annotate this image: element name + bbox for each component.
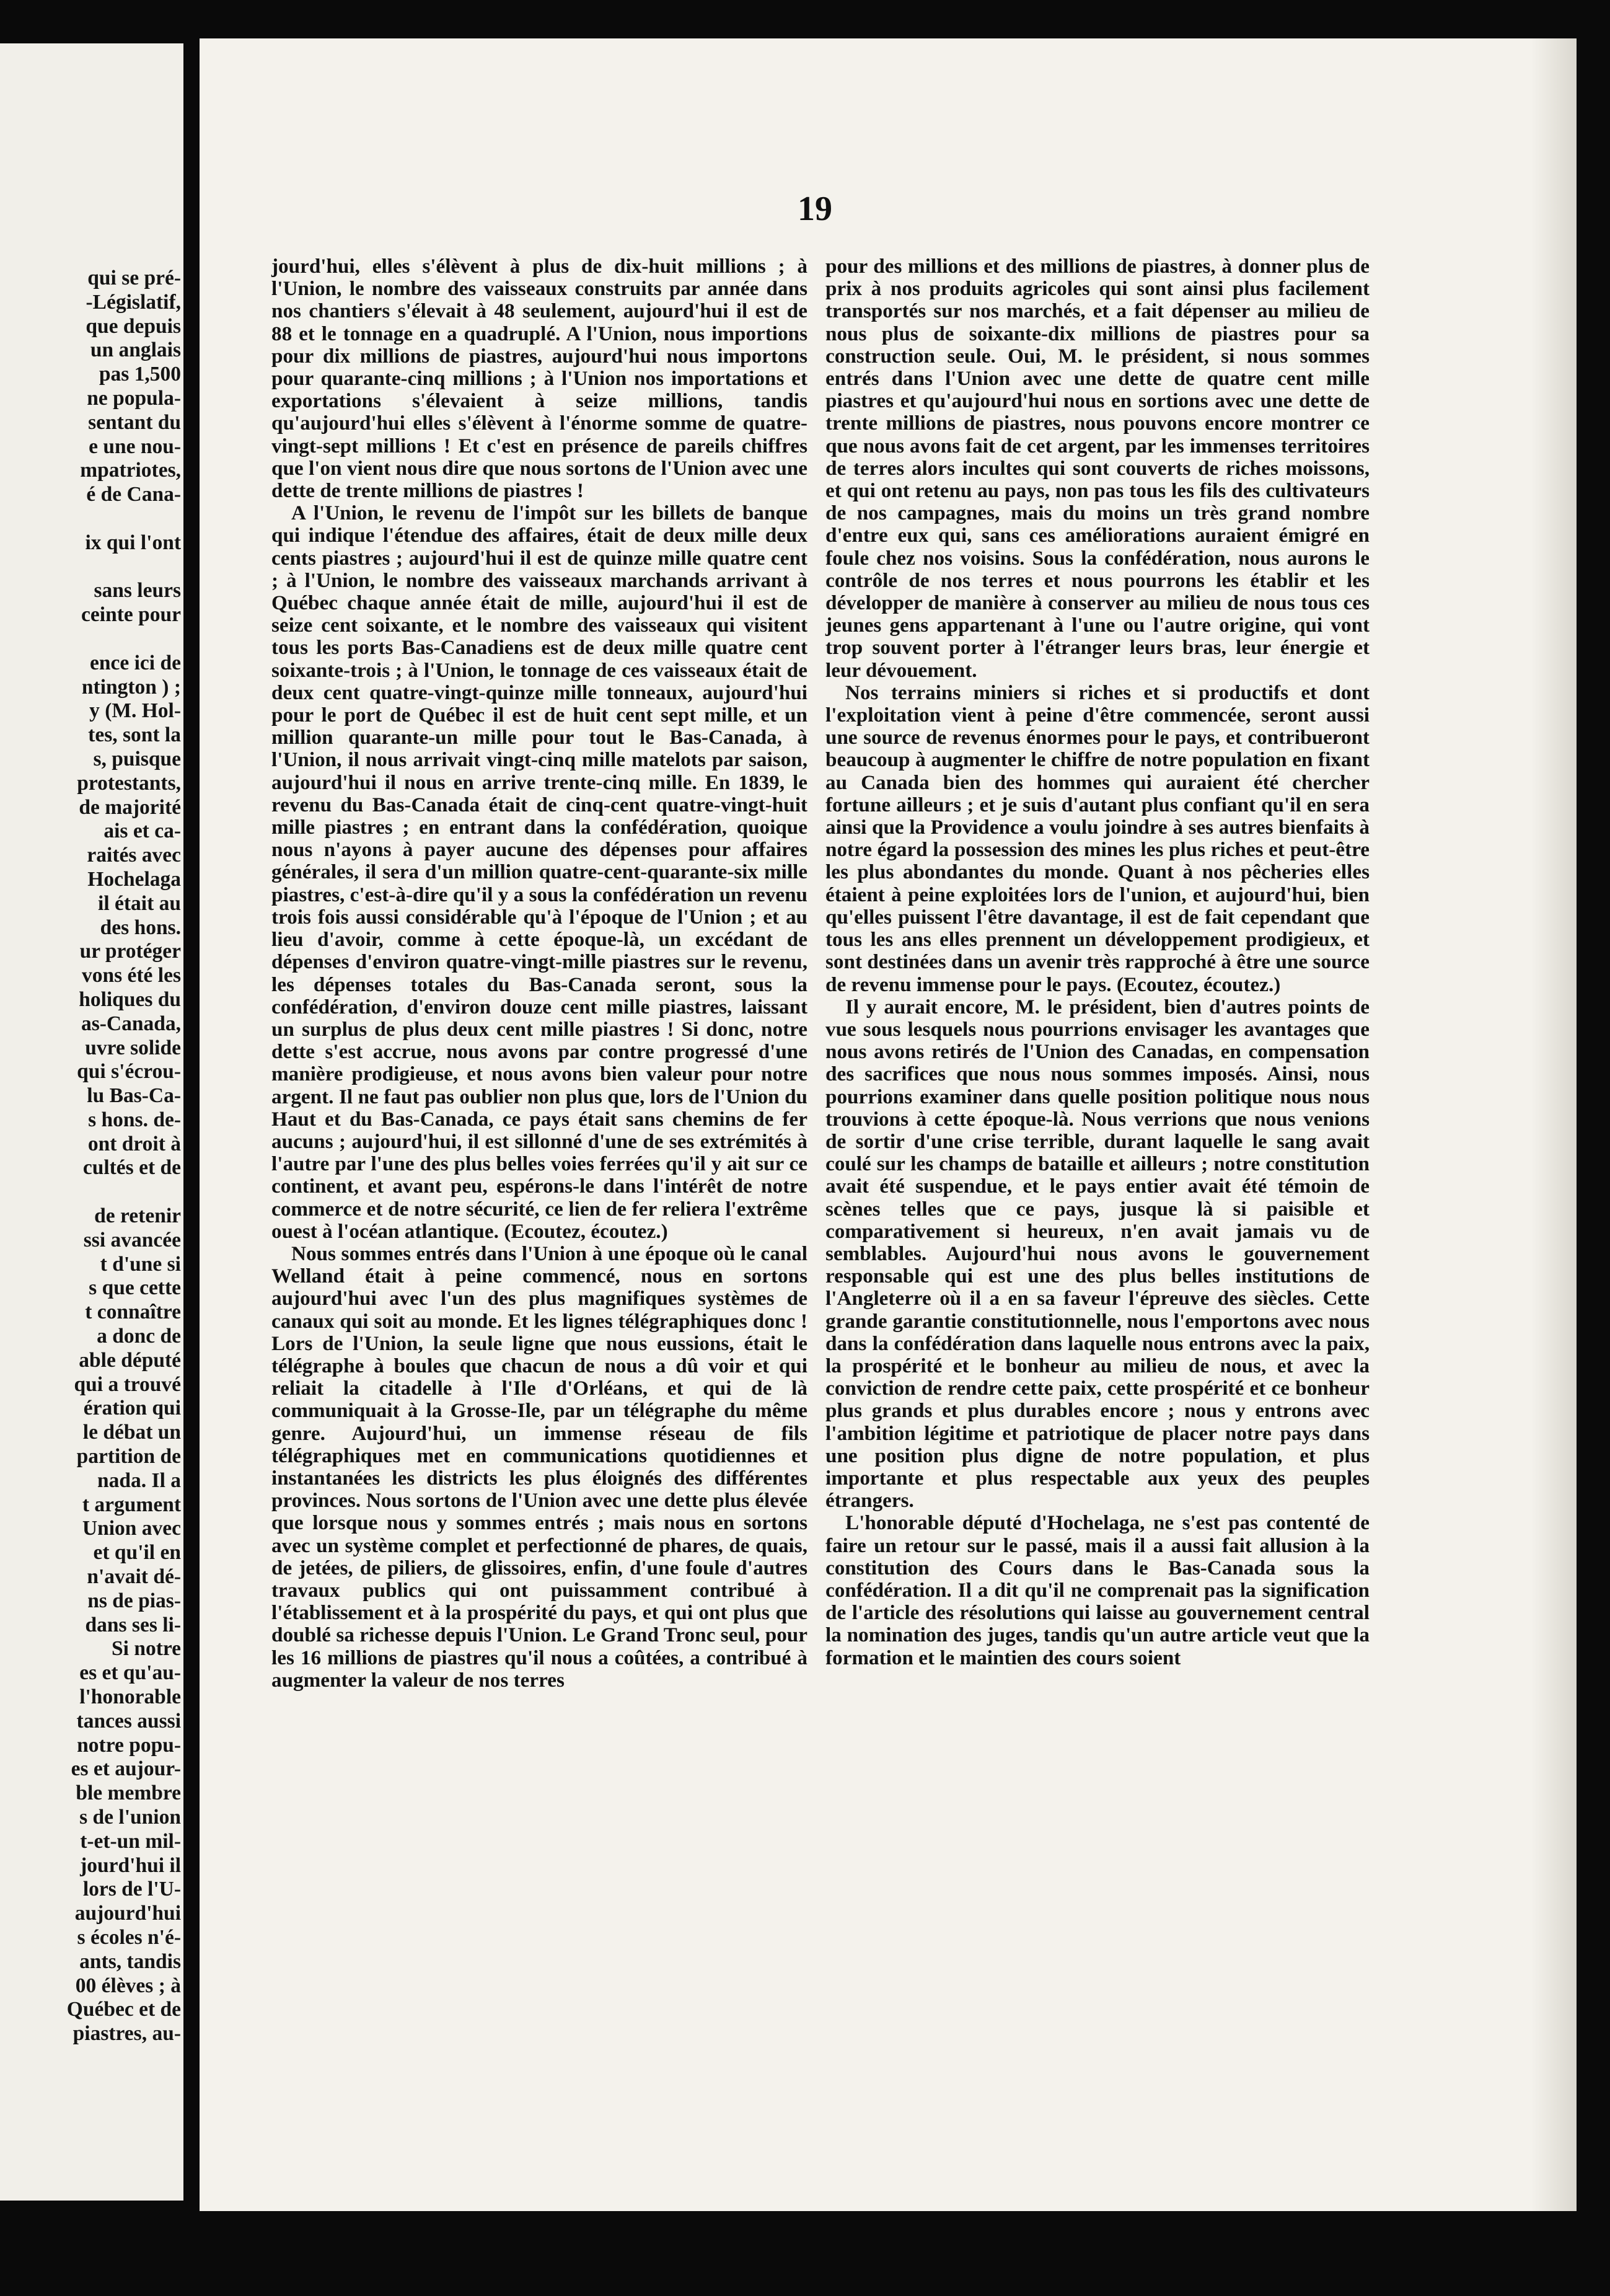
left-fragment-line: Québec et de: [66, 1998, 181, 2021]
left-fragment-line: de majorité: [79, 795, 181, 819]
left-fragment-line: Hochelaga: [87, 867, 181, 891]
left-fragment-line: able député: [79, 1348, 181, 1372]
left-fragment-line: que depuis: [86, 314, 181, 338]
left-fragment-line: qui s'écrou-: [77, 1060, 181, 1084]
left-fragment-line: ix qui l'ont: [85, 531, 181, 554]
text-column-right: [825, 255, 1370, 1669]
left-fragment-line: l'honorable: [79, 1685, 181, 1709]
scan-border: [1577, 0, 1610, 2296]
left-fragment-line: raités avec: [87, 844, 181, 867]
left-fragment-line: y (M. Hol-: [89, 699, 181, 723]
left-fragment-line: sentant du: [88, 410, 181, 434]
paragraph: Il y aurait encore, M. le président, bien d'autres points de vue sous lesquels nous pourrions envisager les avantages que nous avons retirés de l'Union des Canadas, en compensation des sacrifices que nous nous sommes imposés. Ainsi, nous pourrions examiner dans quelle position politique nous nous trouvions à cette époque-là. Nous verrions que nous venions de sortir d'une crise terrible, durant laquelle le sang avait coulé sur les champs de bataille et ailleurs ; notre constitution avait été suspendue, et le pays entier avait été témoin de scènes telles que ce pays, jusque là si paisible et comparativement si heureux, n'en avait jamais vu de semblables. Aujourd'hui nous avons le gouvernement responsable qui est une des plus belles institutions de l'Angleterre où il a en sa faveur l'épreuve des siècles. Cette grande garantie constitutionnelle, nous l'emportons avec nous dans la confédération dans laquelle nous entrons avec la paix, la prospérité et le bonheur au milieu de nous, et avec la conviction de rendre cette paix, cette prospérité et ce bonheur plus grands et plus durables encore ; nous y entrons avec l'ambition légitime et patriotique de placer notre pays dans une position plus digne de notre population, et plus importante et plus respectable aux yeux des peuples étrangers.: [825, 995, 1370, 1512]
left-fragment-line: jourd'hui il: [80, 1853, 181, 1877]
paragraph: Nos terrains miniers si riches et si productifs et dont l'exploitation vient à peine d'être commencée, seront aussi une source de revenus énormes pour le pays, et contribueront beaucoup à augmenter le chiffre de notre population en fixant au Canada bien des hommes qui auraient été chercher fortune ailleurs ; et je suis d'autant plus confiant qu'il en sera ainsi que la Providence a voulu joindre à ses autres bienfaits à notre égard la possession des mines les plus riches et peut-être les plus abondantes du monde. Quant à nos pêcheries elles étaient à peine exploitées lors de l'union, et aujourd'hui, bien qu'elles puissent l'être davantage, il est de fait cependant que tous les ans elles prennent un développement prodigieux, et sont destinées dans un avenir très rapproché à être une source de revenu immense pour le pays. (Ecoutez, écoutez.): [825, 681, 1370, 996]
left-fragment-line: qui se pré-: [87, 267, 181, 289]
left-fragment-line: t d'une si: [100, 1252, 181, 1276]
left-fragment-line: es et qu'au-: [79, 1661, 181, 1685]
left-fragment-line: lu Bas-Ca-: [87, 1084, 181, 1108]
left-fragment-line: -Législatif,: [86, 290, 181, 314]
left-fragment-line: ssi avancée: [83, 1228, 181, 1252]
left-fragment-line: et qu'il en: [93, 1541, 181, 1565]
left-fragment-line: s de l'union: [79, 1806, 181, 1829]
left-fragment-line: protestants,: [77, 771, 181, 795]
left-fragment-line: mpatriotes,: [80, 459, 181, 482]
page-number: 19: [798, 190, 832, 228]
left-fragment-line: de retenir: [94, 1204, 181, 1228]
left-fragment-line: ne popula-: [87, 386, 181, 410]
left-fragment-line: le débat un: [82, 1421, 181, 1444]
left-fragment-line: t connaître: [85, 1300, 181, 1324]
left-fragment-line: vons été les: [81, 964, 181, 987]
left-fragment-line: partition de: [76, 1445, 181, 1468]
paragraph: A l'Union, le revenu de l'impôt sur les billets de banque qui indique l'étendue des affaires, était de deux mille deux cents piastres ; aujourd'hui il est de quinze mille quatre cent ; à l'Union, le nombre des vaisseaux marchands arrivant à Québec chaque année était de mille, aujourd'hui il est de seize cent soixante, et le nombre des vaisseaux qui visitent tous les ports Bas-Canadiens est de deux mille quatre cent soixante-trois ; à l'Union, le tonnage de ces vaisseaux était de deux cent quatre-vingt-quinze mille tonneaux, aujourd'hui pour le port de Québec il est de huit cent sept mille, et un million quarante-un mille pour tout le Bas-Canada, à l'Union, il nous arrivait vingt-cinq mille matelots par saison, aujourd'hui il nous en arrive trente-cinq mille. En 1839, le revenu du Bas-Canada était de cinq-cent quatre-vingt-huit mille piastres ; en entrant dans la confédération, quoique nous n'ayons à payer aucune des dépenses pour affaires générales, il sera d'un million quatre-cent-quarante-six mille piastres, c'est-à-dire qu'il y a sous la confédération un revenu trois fois aussi considérable qu'à l'époque de l'Union ; et au lieu d'avoir, comme à cette époque-là, un excédant de dépenses d'environ quatre-vingt-mille piastres sur le revenu, les dépenses totales du Bas-Canada seront, sous la confédération, d'environ douze cent mille piastres, laissant un surplus de plus deux cent mille piastres ! Si donc, notre dette s'est accrue, nous avons par contre progressé d'une manière prodigieuse, et nous avons bien valeur pour notre argent. Il ne faut pas oublier non plus que, lors de l'Union du Haut et du Bas-Canada, ce pays était sans chemins de fer aucuns ; aujourd'hui, il est sillonné d'une de ses extrémités à l'autre par l'une des plus belles voies ferrées qu'il y ait sur ce continent, et avant peu, espérons-le dans l'intérêt de notre commerce et de notre sécurité, ce lien de fer reliera l'extrême ouest à l'océan atlantique. (Ecoutez, écoutez.): [271, 501, 807, 1243]
paragraph: L'honorable député d'Hochelaga, ne s'est pas contenté de faire un retour sur le passé, mais il a aussi fait allusion à la constitution des Cours dans le Bas-Canada sous la confédération. Il a dit qu'il ne comprenait pas la signification de l'article des résolutions qui laisse au gouvernement central la nomination des juges, tandis qu'un autre article veut que la formation et le maintien des cours soient: [825, 1511, 1370, 1669]
left-page-text: [0, 267, 183, 2046]
left-fragment-line: ns de pias-: [87, 1589, 181, 1612]
left-fragment-line: ur protéger: [79, 940, 181, 963]
left-fragment-line: holiques du: [79, 987, 181, 1011]
left-fragment-line: [0, 555, 183, 580]
left-fragment-line: é de Cana-: [86, 483, 181, 506]
left-fragment-line: sans leurs: [94, 579, 181, 603]
left-fragment-line: [0, 507, 183, 531]
left-fragment-line: 00 élèves ; à: [75, 1974, 181, 1997]
left-fragment-line: piastres, au-: [73, 2022, 181, 2046]
left-fragment-line: ence ici de: [90, 651, 181, 674]
page-gutter: [183, 43, 195, 2201]
left-fragment-line: Union avec: [82, 1517, 181, 1540]
left-fragment-line: cultés et de: [82, 1156, 181, 1180]
left-fragment-line: tes, sont la: [88, 723, 181, 747]
left-fragment-line: e une nou-: [89, 435, 181, 458]
left-fragment-line: es et aujour-: [71, 1757, 181, 1781]
left-fragment-line: ntington ) ;: [81, 675, 181, 699]
left-fragment-line: [0, 1180, 183, 1204]
left-page-fragment: [0, 43, 183, 2201]
left-fragment-line: s que cette: [89, 1276, 181, 1300]
left-fragment-line: as-Canada,: [81, 1012, 181, 1035]
paragraph: Nous sommes entrés dans l'Union à une époque où le canal Welland était à peine commencé, nous en sortons aujourd'hui avec l'un des plus magnifiques systèmes de canaux qui soit au monde. Et les lignes télégraphiques donc ! Lors de l'Union, la seule ligne que nous eussions, était le télégraphe à boules que chacun de nous a dû voir et qui reliait la citadelle à l'Ile d'Orléans, et qui de là communiquait à la Grosse-Ile, par un télégraphe du même genre. Aujourd'hui, un immense réseau de fils télégraphiques met en communications quotidiennes et instantanées les districts les plus éloignés des différentes provinces. Nous sortons de l'Union avec une dette plus élevée que lorsque nous y sommes entrés ; mais nous en sortons avec un système complet et perfectionné de phares, de quais, de jetées, de piliers, de glissoires, enfin, d'une foule d'autres travaux publics qui ont puissamment contribué à l'établissement et à la prospérité du pays, et qui ont plus que doublé sa richesse depuis l'Union. Le Grand Tronc seul, pour les 16 millions de piastres qu'il nous a coûtées, a contribué à augmenter la valeur de nos terres: [271, 1242, 807, 1692]
left-fragment-line: ais et ca-: [103, 819, 181, 843]
left-fragment-line: ble membre: [76, 1782, 181, 1805]
paragraph: pour des millions et des millions de piastres, à donner plus de prix à nos produits agricoles qui sont ainsi plus facilement transportés sur nos marchés, et a fait dépenser au milieu de nous plus de soixante-dix millions de piastres pour sa construction seule. Oui, M. le président, si nous sommes entrés dans l'Union avec une dette de quatre cent mille piastres et qu'aujourd'hui nous en sortions avec une dette de trente millions de piastres, nous pouvons encore montrer ce que nous avons fait de cet argent, par les immenses territoires de terres alors incultes qui sont couverts de riches moissons, et qui ont retenu au pays, non pas tous les fils des cultivateurs de nos campagnes, mais du moins un très grand nombre d'entre eux qui, sans ces améliorations auraient émigré en foule chez nos voisins. Sous la confédération, nous aurons le contrôle de nos terres et nous pourrons les établir et les développer de manière à conserver au milieu de nous tous ces jeunes gens appartenant à l'une ou l'autre origine, qui vont trop souvent porter à l'étranger leurs bras, leur énergie et leur dévouement.: [825, 255, 1370, 682]
text-column-left: [271, 255, 807, 1692]
left-fragment-line: pas 1,500: [99, 363, 181, 386]
left-fragment-line: ération qui: [83, 1397, 181, 1420]
left-fragment-line: n'avait dé-: [87, 1565, 181, 1589]
left-fragment-line: ants, tandis: [79, 1949, 181, 1973]
left-fragment-line: il était au: [98, 891, 181, 915]
left-fragment-line: a donc de: [97, 1325, 181, 1348]
paragraph: jourd'hui, elles s'élèvent à plus de dix-huit millions ; à l'Union, le nombre des vaisseaux construits par année dans nos chantiers s'élevait à 48 seulement, aujourd'hui il est de 88 et le tonnage en a quadruplé. A l'Union, nous importions pour dix millions de piastres, aujourd'hui nous importons pour quarante-cinq millions ; à l'Union nos importations et exportations s'élevaient à seize millions, tandis qu'aujourd'hui elles s'élèvent à l'énorme somme de quatre-vingt-sept millions ! Et c'est en présence de pareils chiffres que l'on vient nous dire que nous sortons de l'Union avec une dette de trente millions de piastres !: [271, 255, 807, 503]
left-fragment-line: ceinte pour: [81, 603, 181, 627]
page-edge-shadow: [1531, 38, 1577, 2211]
left-fragment-line: tances aussi: [76, 1709, 181, 1733]
left-fragment-line: s écoles n'é-: [77, 1925, 181, 1949]
left-fragment-line: des hons.: [100, 916, 181, 939]
left-fragment-line: ont droit à: [87, 1132, 181, 1155]
left-fragment-line: s hons. de-: [88, 1108, 181, 1131]
left-fragment-line: notre popu-: [77, 1733, 181, 1757]
left-fragment-line: un anglais: [90, 338, 181, 362]
left-fragment-line: qui a trouvé: [74, 1372, 181, 1396]
left-fragment-line: t argument: [82, 1493, 181, 1516]
left-fragment-line: aujourd'hui: [74, 1902, 181, 1925]
left-fragment-line: s, puisque: [93, 747, 181, 770]
left-fragment-line: nada. Il a: [97, 1468, 181, 1492]
left-fragment-line: [0, 627, 183, 651]
left-fragment-line: uvre solide: [85, 1036, 181, 1059]
left-fragment-line: Si notre: [112, 1637, 181, 1661]
left-fragment-line: dans ses li-: [85, 1613, 181, 1636]
left-fragment-line: lors de l'U-: [82, 1878, 181, 1901]
left-fragment-line: t-et-un mil-: [80, 1829, 181, 1853]
